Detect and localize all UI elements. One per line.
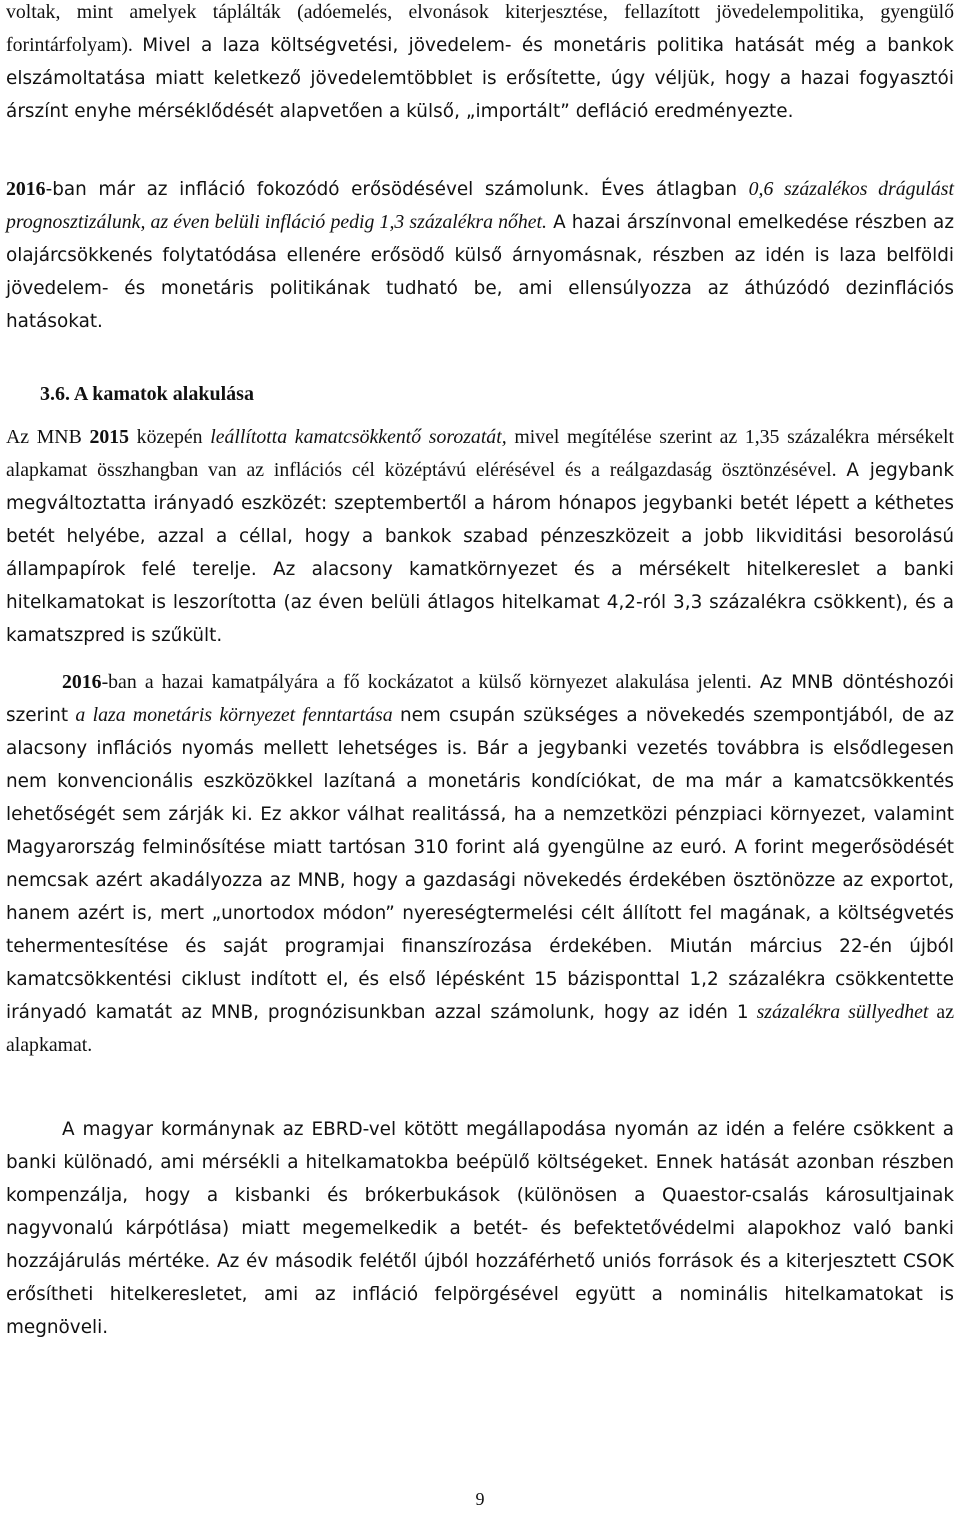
paragraph-1-serif-text: voltak, mint amelyek táplálták (adóemelés, elvonások kiterjesztése, fellazított jövedelempolitika, gyengülő forintárfolyam). xyxy=(6,1,954,56)
paragraph-3 xyxy=(6,421,954,652)
paragraph-4-italic-a: a laza monetáris környezet fenntartása xyxy=(75,704,393,726)
paragraph-2-rest: A hazai árszínvonal emelkedése részben az olajárcsökkenés folytatódása ellenére erősödő külső árnyomásnak, részben az idén is laza belföldi jövedelem- és monetáris politikának tudható be, ami ellensúlyozza az áthúzódó dezinflációs hatásokat. xyxy=(6,212,954,332)
paragraph-1-sans-text: Mivel a laza költségvetési, jövedelem- és monetáris politika hatását még a bankok elszámoltatása miatt keletkező jövedelemtöbblet is erősítette, úgy véljük, hogy a hazai fogyasztói árszínt enyhe mérséklődését alapvetően a külső, „importált” defláció eredményezte. xyxy=(6,35,955,122)
paragraph-3-lead: Az MNB xyxy=(6,426,82,448)
paragraph-2-italic: 0,6 százalékos drágulást prognosztizálunk, az éven belüli infláció pedig 1,3 százalékra nőhet. xyxy=(6,178,954,233)
paragraph-4-lead: -ban a hazai kamatpályára a fő kockázatot a külső környezet alakulása jelenti. xyxy=(101,671,752,693)
paragraph-3-sans: A jegybank megváltoztatta irányadó eszközét: szeptembertől a három hónapos jegybanki betét lépett a kéthetes betét helyébe, azzal a céllal, hogy a bankok szabad pénzeszközeit a jobb likviditási besorolású állampapírok felé terelje. Az alacsony kamatkörnyezet és a mérsékelt hitelkereslet a banki hitelkamatokat is leszorította (az éven belüli átlagos hitelkamat 4,2-ról 3,3 százalékra csökkent), és a kamatszpred is szűkült. xyxy=(6,460,954,646)
paragraph-4-year: 2016 xyxy=(62,671,102,693)
paragraph-2-lead: -ban már az infláció fokozódó erősödésével számolunk. Éves átlagban xyxy=(45,179,738,200)
paragraph-4-text-b: nem csupán szükséges a növekedés szempontjából, de az alacsony inflációs nyomás mellett lehetséges is. Bár a jegybanki vezetés továbbra is elsődlegesen nem konvencionális eszközökkel lazítaná a monetáris kondíciókat, de ma már a kamatcsökkentés lehetőségét sem zárják ki. Ez akkor válhat realitássá, ha a nemzetközi pénzpiaci környezet, valamint Magyarország felminősítése miatt tartósan 310 forint alá gyengülne az euró. A forint megerősödését nemcsak azért akadályozza az MNB, hogy a gazdasági növekedés érdekében ösztönözze az exportot, hanem azért is, mert „unortodox módon” nyereségtermelési célt állított fel magának, a költségvetés tehermentesítése és saját programjai finanszírozása érdekében. Miután március 22-én újból kamatcsökkentési ciklust indított el, és első lépésként 15 bázisponttal 1,2 százalékra csökkentette irányadó kamatát az MNB, prognózisunkban azzal számolunk, hogy az idén 1 xyxy=(6,705,954,1023)
paragraph-4-text-c: az alapkamat. xyxy=(6,1001,954,1056)
paragraph-3-italic: leállította kamatcsökkentő sorozatát, xyxy=(210,426,507,448)
paragraph-2-year: 2016 xyxy=(6,178,46,200)
paragraph-2 xyxy=(6,173,954,338)
paragraph-3-mid: közepén xyxy=(136,426,203,448)
paragraph-4-italic-b: százalékra süllyedhet xyxy=(756,1001,929,1023)
paragraph-4-text-a: Az MNB döntéshozói szerint xyxy=(6,672,955,726)
section-heading: 3.6. A kamatok alakulása xyxy=(40,383,254,405)
paragraph-1 xyxy=(6,0,954,128)
page-number: 9 xyxy=(475,1489,485,1509)
paragraph-3-rest: mivel megítélése szerint az 1,35 százalékra mérsékelt alapkamat összhangban van az inflációs cél középtávú elérésével és a reálgazdaság ösztönzésével. xyxy=(6,426,954,481)
paragraph-3-year: 2015 xyxy=(89,426,130,448)
paragraph-4 xyxy=(6,666,954,1062)
paragraph-5: A magyar kormánynak az EBRD-vel kötött megállapodása nyomán az idén a felére csökkent a banki különadó, ami mérsékli a hitelkamatokba beépülő költségeket. Ennek hatását azonban részben kompenzálja, hogy a kisbanki és brókerbukások (különösen a Quaestor-csalás károsultjainak nagyvonalú kárpótlása) miatt megemelkedik a betét- és befektetővédelmi alapokhoz való banki hozzájárulás mértéke. Az év második felétől újból hozzáférhető uniós források és a kiterjesztett CSOK erősítheti hitelkeresletet, ami az infláció felpörgésével együtt a nominális hitelkamatokat is megnöveli. xyxy=(6,1119,954,1338)
